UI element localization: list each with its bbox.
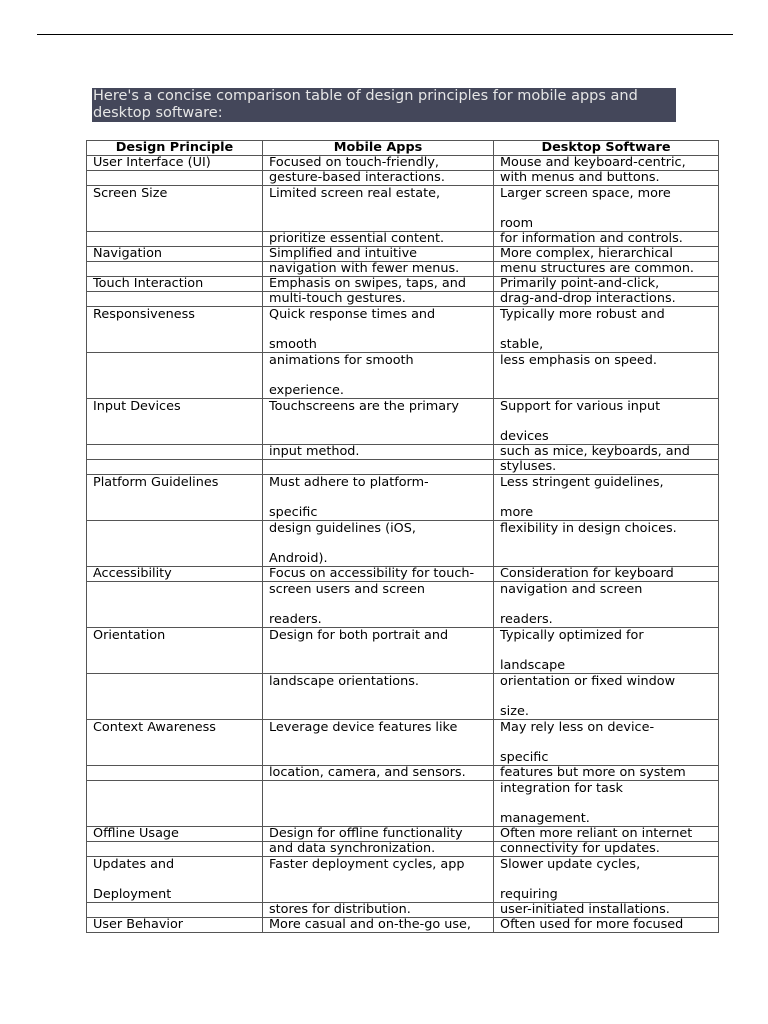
principle-cell xyxy=(87,582,263,628)
table-row xyxy=(87,247,719,262)
table-row xyxy=(87,628,719,674)
principle-cell: User Interface (UI) xyxy=(87,156,263,171)
table-row xyxy=(87,842,719,857)
mobile-cell: animations for smooth experience. xyxy=(263,353,494,399)
mobile-cell: multi-touch gestures. xyxy=(263,292,494,307)
mobile-cell: Touchscreens are the primary xyxy=(263,399,494,445)
table-row xyxy=(87,521,719,567)
desktop-cell: Often more reliant on internet xyxy=(494,827,719,842)
desktop-cell: user-initiated installations. xyxy=(494,903,719,918)
desktop-cell: such as mice, keyboards, and xyxy=(494,445,719,460)
principle-cell: Input Devices xyxy=(87,399,263,445)
principle-cell: Screen Size xyxy=(87,186,263,232)
desktop-cell: Primarily point-and-click, xyxy=(494,277,719,292)
mobile-cell: landscape orientations. xyxy=(263,674,494,720)
mobile-cell xyxy=(263,781,494,827)
table-row xyxy=(87,445,719,460)
mobile-cell: Simplified and intuitive xyxy=(263,247,494,262)
desktop-cell: Larger screen space, more room xyxy=(494,186,719,232)
mobile-cell: prioritize essential content. xyxy=(263,232,494,247)
principle-cell: Responsiveness xyxy=(87,307,263,353)
header-mobile-apps: Mobile Apps xyxy=(263,141,494,156)
principle-cell xyxy=(87,353,263,399)
mobile-cell: More casual and on-the-go use, xyxy=(263,918,494,933)
mobile-cell: Focus on accessibility for touch- xyxy=(263,567,494,582)
desktop-cell: menu structures are common. xyxy=(494,262,719,277)
mobile-cell: location, camera, and sensors. xyxy=(263,766,494,781)
table-row xyxy=(87,567,719,582)
mobile-cell: Must adhere to platform- specific xyxy=(263,475,494,521)
principle-cell: User Behavior xyxy=(87,918,263,933)
desktop-cell: navigation and screen readers. xyxy=(494,582,719,628)
desktop-cell: styluses. xyxy=(494,460,719,475)
table-row xyxy=(87,353,719,399)
mobile-cell: gesture-based interactions. xyxy=(263,171,494,186)
principle-cell: Updates and Deployment xyxy=(87,857,263,903)
mobile-cell xyxy=(263,460,494,475)
mobile-cell: and data synchronization. xyxy=(263,842,494,857)
principle-cell xyxy=(87,171,263,186)
principle-cell: Touch Interaction xyxy=(87,277,263,292)
table-row xyxy=(87,766,719,781)
desktop-cell: Less stringent guidelines, more xyxy=(494,475,719,521)
mobile-cell: Focused on touch-friendly, xyxy=(263,156,494,171)
desktop-cell: Mouse and keyboard-centric, xyxy=(494,156,719,171)
table-row xyxy=(87,781,719,827)
table-row xyxy=(87,918,719,933)
mobile-cell: Design for offline functionality xyxy=(263,827,494,842)
desktop-cell: orientation or fixed window size. xyxy=(494,674,719,720)
table-row xyxy=(87,292,719,307)
table-row xyxy=(87,827,719,842)
mobile-cell: screen users and screen readers. xyxy=(263,582,494,628)
comparison-table xyxy=(86,140,719,933)
table-row xyxy=(87,460,719,475)
table-row xyxy=(87,156,719,171)
desktop-cell: Typically optimized for landscape xyxy=(494,628,719,674)
principle-cell: Platform Guidelines xyxy=(87,475,263,521)
table-header xyxy=(87,141,719,156)
mobile-cell: Limited screen real estate, xyxy=(263,186,494,232)
table-row xyxy=(87,674,719,720)
mobile-cell: navigation with fewer menus. xyxy=(263,262,494,277)
mobile-cell: design guidelines (iOS, Android). xyxy=(263,521,494,567)
desktop-cell: connectivity for updates. xyxy=(494,842,719,857)
header-desktop-software: Desktop Software xyxy=(494,141,719,156)
mobile-cell: Quick response times and smooth xyxy=(263,307,494,353)
mobile-cell: stores for distribution. xyxy=(263,903,494,918)
table-row xyxy=(87,903,719,918)
table-row xyxy=(87,475,719,521)
principle-cell xyxy=(87,262,263,277)
desktop-cell: Consideration for keyboard xyxy=(494,567,719,582)
principle-cell xyxy=(87,903,263,918)
principle-cell xyxy=(87,232,263,247)
mobile-cell: Leverage device features like xyxy=(263,720,494,766)
desktop-cell: with menus and buttons. xyxy=(494,171,719,186)
mobile-cell: Faster deployment cycles, app xyxy=(263,857,494,903)
table-row xyxy=(87,262,719,277)
desktop-cell: May rely less on device- specific xyxy=(494,720,719,766)
desktop-cell: Slower update cycles, requiring xyxy=(494,857,719,903)
principle-cell xyxy=(87,521,263,567)
header-design-principle: Design Principle xyxy=(87,141,263,156)
intro-text: Here's a concise comparison table of design principles for mobile apps and desktop software: xyxy=(92,88,676,122)
desktop-cell: for information and controls. xyxy=(494,232,719,247)
principle-cell xyxy=(87,842,263,857)
table-row xyxy=(87,720,719,766)
table-row xyxy=(87,277,719,292)
desktop-cell: features but more on system xyxy=(494,766,719,781)
principle-cell xyxy=(87,674,263,720)
principle-cell: Orientation xyxy=(87,628,263,674)
mobile-cell: Design for both portrait and xyxy=(263,628,494,674)
desktop-cell: More complex, hierarchical xyxy=(494,247,719,262)
principle-cell xyxy=(87,766,263,781)
desktop-cell: drag-and-drop interactions. xyxy=(494,292,719,307)
principle-cell xyxy=(87,781,263,827)
principle-cell: Context Awareness xyxy=(87,720,263,766)
table-body xyxy=(87,156,719,933)
table-row xyxy=(87,399,719,445)
principle-cell xyxy=(87,460,263,475)
desktop-cell: less emphasis on speed. xyxy=(494,353,719,399)
principle-cell: Accessibility xyxy=(87,567,263,582)
desktop-cell: Support for various input devices xyxy=(494,399,719,445)
mobile-cell: Emphasis on swipes, taps, and xyxy=(263,277,494,292)
principle-cell: Navigation xyxy=(87,247,263,262)
header-row xyxy=(87,141,719,156)
table-row xyxy=(87,186,719,232)
table-row xyxy=(87,171,719,186)
desktop-cell: Often used for more focused xyxy=(494,918,719,933)
desktop-cell: Typically more robust and stable, xyxy=(494,307,719,353)
principle-cell: Offline Usage xyxy=(87,827,263,842)
desktop-cell: integration for task management. xyxy=(494,781,719,827)
principle-cell xyxy=(87,445,263,460)
table-row xyxy=(87,857,719,903)
table-row xyxy=(87,232,719,247)
principle-cell xyxy=(87,292,263,307)
desktop-cell: flexibility in design choices. xyxy=(494,521,719,567)
table-row xyxy=(87,307,719,353)
mobile-cell: input method. xyxy=(263,445,494,460)
table-row xyxy=(87,582,719,628)
top-divider xyxy=(37,34,733,35)
